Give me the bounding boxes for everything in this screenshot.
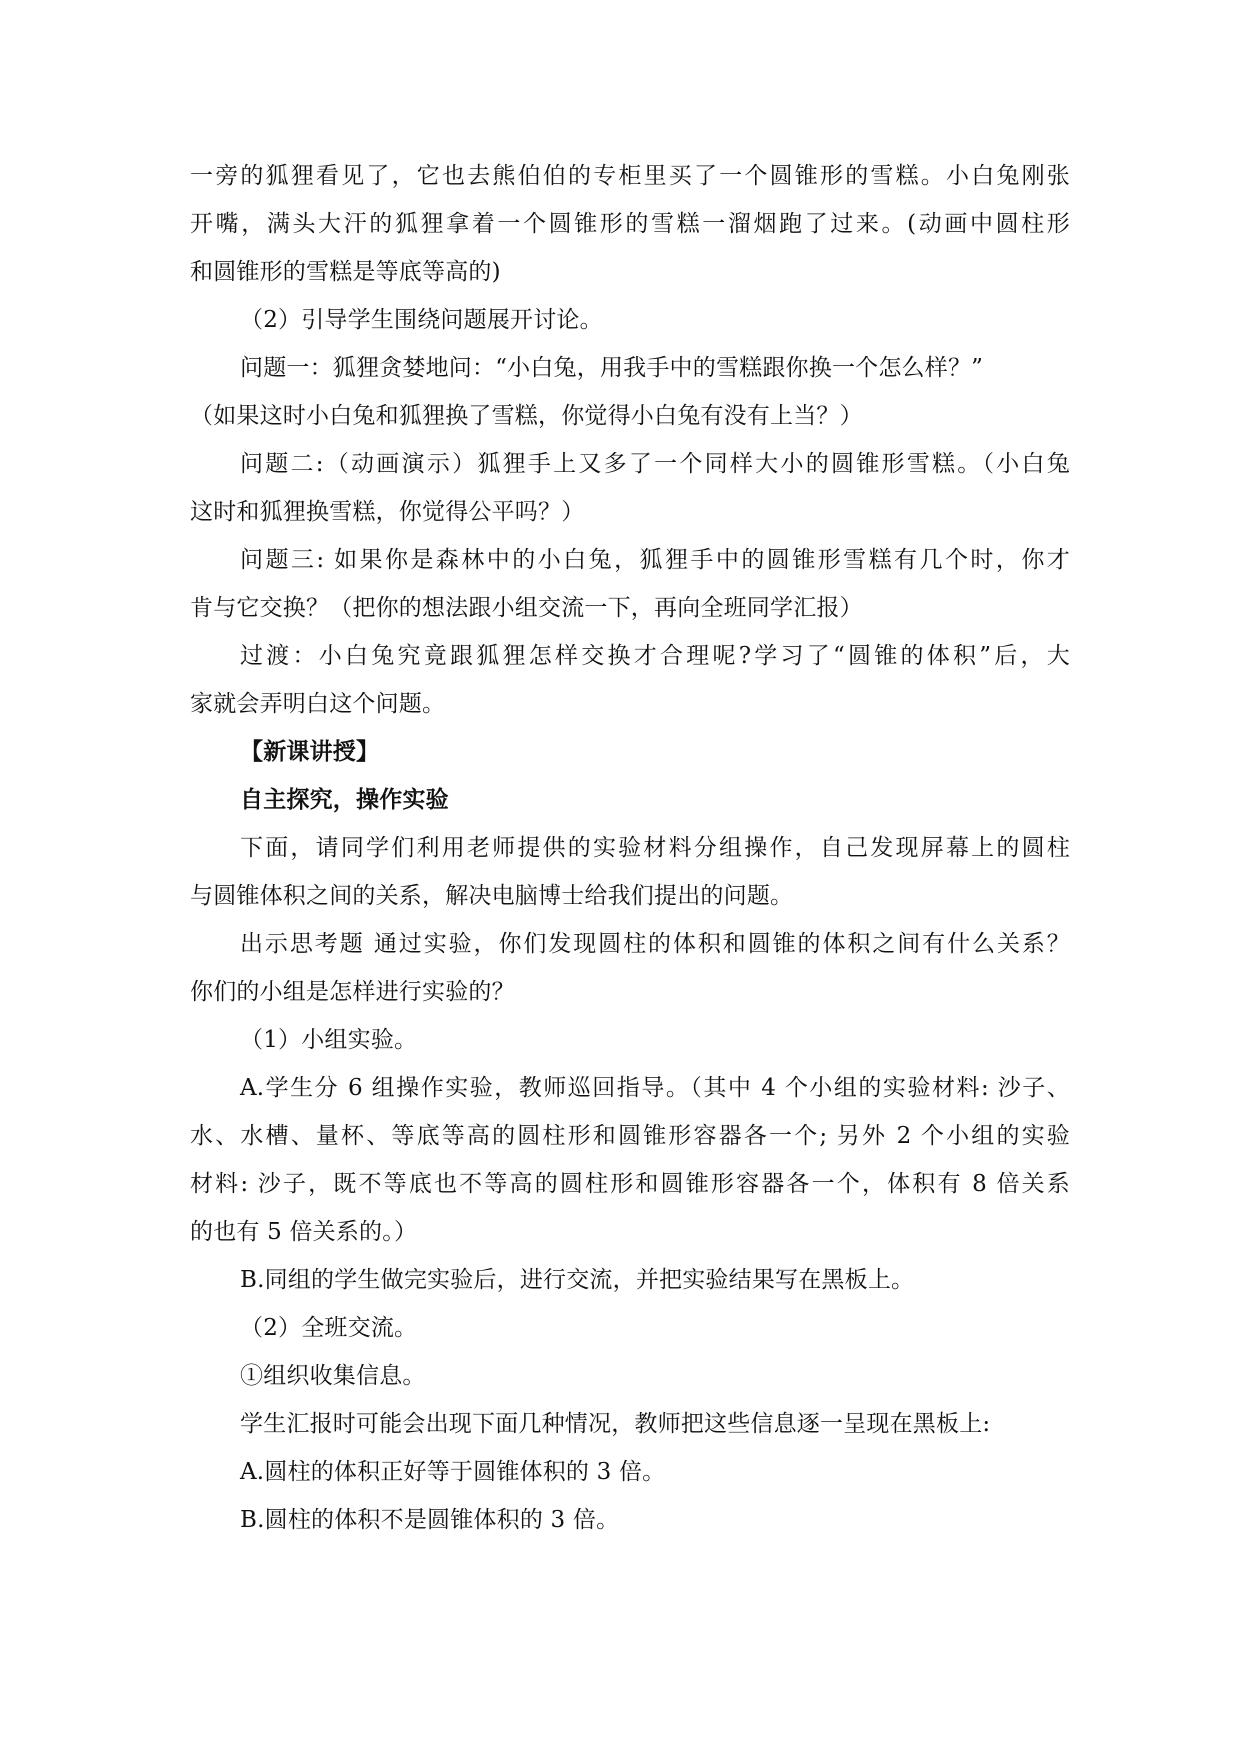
paragraph-line: A.圆柱的体积正好等于圆锥体积的 3 倍。 (240, 1459, 666, 1485)
paragraph-line: 水、水槽、量杯、等底等高的圆柱形和圆锥形容器各一个; 另外 2 个小组的实验 (190, 1123, 1070, 1149)
paragraph-line: 这时和狐狸换雪糕，你觉得公平吗？） (190, 499, 585, 525)
paragraph-line: 开嘴，满头大汗的狐狸拿着一个圆锥形的雪糕一溜烟跑了过来。(动画中圆柱形 (190, 211, 1070, 237)
paragraph-line: 问题一：狐狸贪婪地问：“小白兔，用我手中的雪糕跟你换一个怎么样？” (240, 355, 984, 381)
paragraph-line: （如果这时小白兔和狐狸换了雪糕，你觉得小白兔有没有上当？） (190, 403, 863, 429)
paragraph-line: 材料: 沙子，既不等底也不等高的圆柱形和圆锥形容器各一个，体积有 8 倍关系 (190, 1171, 1070, 1197)
paragraph-line: 的也有 5 倍关系的。） (190, 1219, 418, 1245)
paragraph-line: 和圆锥形的雪糕是等底等高的) (190, 259, 501, 285)
paragraph-line: 与圆锥体积之间的关系，解决电脑博士给我们提出的问题。 (190, 883, 794, 909)
paragraph-line: A.学生分 6 组操作实验，教师巡回指导。（其中 4 个小组的实验材料: 沙子、 (240, 1075, 1070, 1101)
paragraph-line: （1）小组实验。 (240, 1027, 418, 1053)
paragraph-line: 问题二:（动画演示）狐狸手上又多了一个同样大小的圆锥形雪糕。（小白兔 (240, 451, 1070, 477)
paragraph-line: ①组织收集信息。 (240, 1363, 426, 1389)
paragraph-line: 一旁的狐狸看见了，它也去熊伯伯的专柜里买了一个圆锥形的雪糕。小白兔刚张 (190, 163, 1070, 189)
paragraph-line: （2）全班交流。 (240, 1315, 418, 1341)
paragraph-line: 学生汇报时可能会出现下面几种情况，教师把这些信息逐一呈现在黑板上: (240, 1411, 991, 1437)
subsection-heading: 自主探究，操作实验 (240, 787, 449, 813)
section-heading: 【新课讲授】 (240, 739, 380, 765)
paragraph-line: B.同组的学生做完实验后，进行交流，并把实验结果写在黑板上。 (240, 1267, 915, 1293)
paragraph-line: 肯与它交换？（把你的想法跟小组交流一下，再向全班同学汇报） (190, 595, 863, 621)
paragraph-line: 你们的小组是怎样进行实验的？ (190, 979, 515, 1005)
paragraph-line: B.圆柱的体积不是圆锥体积的 3 倍。 (240, 1507, 620, 1533)
paragraph-line: 下面，请同学们利用老师提供的实验材料分组操作，自己发现屏幕上的圆柱 (240, 835, 1070, 861)
paragraph-line: 问题三: 如果你是森林中的小白兔，狐狸手中的圆锥形雪糕有几个时，你才 (240, 547, 1070, 573)
paragraph-line: 出示思考题 通过实验，你们发现圆柱的体积和圆锥的体积之间有什么关系？ (240, 931, 1070, 957)
paragraph-line: 家就会弄明白这个问题。 (190, 691, 446, 717)
paragraph-line: （2）引导学生围绕问题展开讨论。 (240, 307, 603, 333)
paragraph-line: 过渡：小白兔究竟跟狐狸怎样交换才合理呢?学习了“圆锥的体积”后，大 (240, 643, 1070, 669)
